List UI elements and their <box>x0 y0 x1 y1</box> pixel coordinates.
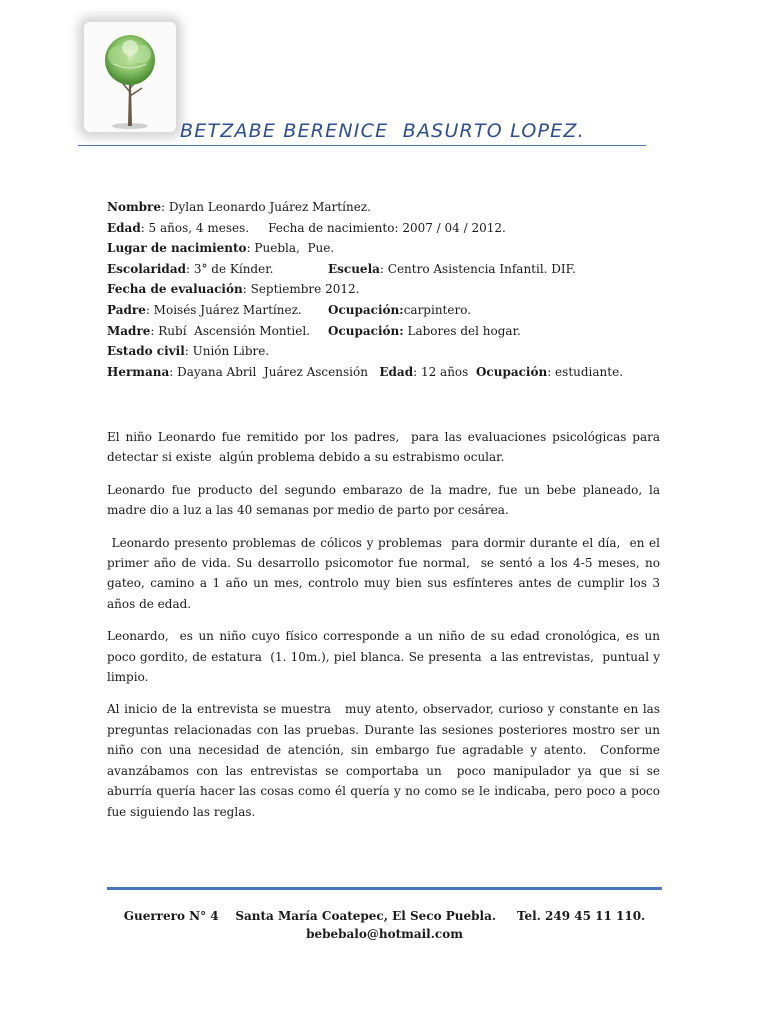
info-label: Escolaridad <box>107 261 186 276</box>
info-value: : Dayana Abril Juárez Ascensión <box>169 364 368 379</box>
info-value: : Unión Libre. <box>184 344 270 359</box>
info-label: Edad <box>107 220 141 235</box>
info-value: : 3° de Kínder. <box>185 261 274 276</box>
info-row-nombre <box>107 197 667 218</box>
info-row-escolaridad <box>107 259 667 280</box>
footer <box>107 907 662 943</box>
info-label: Madre <box>107 323 151 338</box>
footer-email: bebebalo@hotmail.com <box>306 927 463 941</box>
info-row-fecha-evaluacion <box>107 279 667 300</box>
info-label: Nombre <box>107 200 162 214</box>
info-label: Fecha de evaluación <box>107 282 243 297</box>
info-label: Ocupación: <box>328 323 404 338</box>
paragraph: El niño Leonardo fue remitido por los padres, para las evaluaciones psicológicas para detectar si existe algún problema debido a su estrabismo ocular. <box>107 430 664 465</box>
letterhead-divider <box>78 145 646 146</box>
paragraph: Leonardo, es un niño cuyo físico corresponde a un niño de su edad cronológica, es un poco gordito, de estatura (1. 10m.), piel blanca. Se presenta a las entrevistas, puntual y limpio. <box>107 629 664 685</box>
report-body <box>107 427 664 834</box>
info-row-estado-civil <box>107 341 667 362</box>
info-row-edad <box>107 218 667 239</box>
letterhead-name: BETZABE BERENICE BASURTO LOPEZ. <box>180 120 585 142</box>
info-value: : Centro Asistencia Infantil. DIF. <box>379 261 576 276</box>
info-label: Padre <box>107 302 146 317</box>
info-label: Ocupación: <box>328 302 404 317</box>
paragraph: Al inicio de la entrevista se muestra muy atento, observador, curioso y constante en las preguntas relacionadas con las pruebas. Durante las sesiones posteriores mostro ser un niño con una necesidad de atención, sin embargo fue agradable y atento. Conforme avanzábamos con las entrevistas se comportaba un poco manipulador ya que si se aburría quería hacer las cosas como él quería y no como se le indicaba, pero poco a poco fue siguiendo las reglas. <box>107 702 664 819</box>
info-value: : Moisés Juárez Martínez. <box>145 302 302 317</box>
info-value: Labores del hogar. <box>403 323 521 338</box>
info-label: Ocupación <box>475 364 548 379</box>
info-value: : 12 años <box>413 364 469 379</box>
info-label: Edad <box>379 364 414 379</box>
info-value: : estudiante. <box>547 364 624 379</box>
info-row-padre <box>107 300 667 321</box>
info-value: : Septiembre 2012. <box>242 282 360 297</box>
footer-address: Guerrero N° 4 Santa María Coatepec, El Seco Puebla. Tel. 249 45 11 110. <box>123 909 646 923</box>
info-label: Hermana <box>107 364 170 379</box>
tree-logo-icon <box>84 22 176 132</box>
info-label: Escuela <box>328 261 380 276</box>
info-row-lugar <box>107 238 667 259</box>
info-value: carpintero. <box>403 302 472 317</box>
info-value: : 5 años, 4 meses. Fecha de nacimiento: 2007 / 04 / 2012. <box>140 220 506 235</box>
info-label: Lugar de nacimiento <box>107 241 247 256</box>
info-row-madre <box>107 321 667 342</box>
patient-info <box>107 197 667 382</box>
footer-divider <box>107 887 662 890</box>
paragraph: Leonardo fue producto del segundo embarazo de la madre, fue un bebe planeado, la madre dio a luz a las 40 semanas por medio de parto por cesárea. <box>107 482 664 518</box>
info-value: : Puebla, Pue. <box>246 241 335 256</box>
info-value: : Rubí Ascensión Montiel. <box>150 323 310 338</box>
info-row-hermana <box>107 362 667 383</box>
info-value: : Dylan Leonardo Juárez Martínez. <box>161 200 371 214</box>
paragraph: Leonardo presento problemas de cólicos y problemas para dormir durante el día, en el primer año de vida. Su desarrollo psicomotor fue normal, se sentó a los 4-5 meses, no gateo, camino a 1 año un mes, controlo muy bien sus esfínteres antes de cumplir los 3 años de edad. <box>107 535 664 611</box>
info-label: Estado civil <box>107 344 185 359</box>
